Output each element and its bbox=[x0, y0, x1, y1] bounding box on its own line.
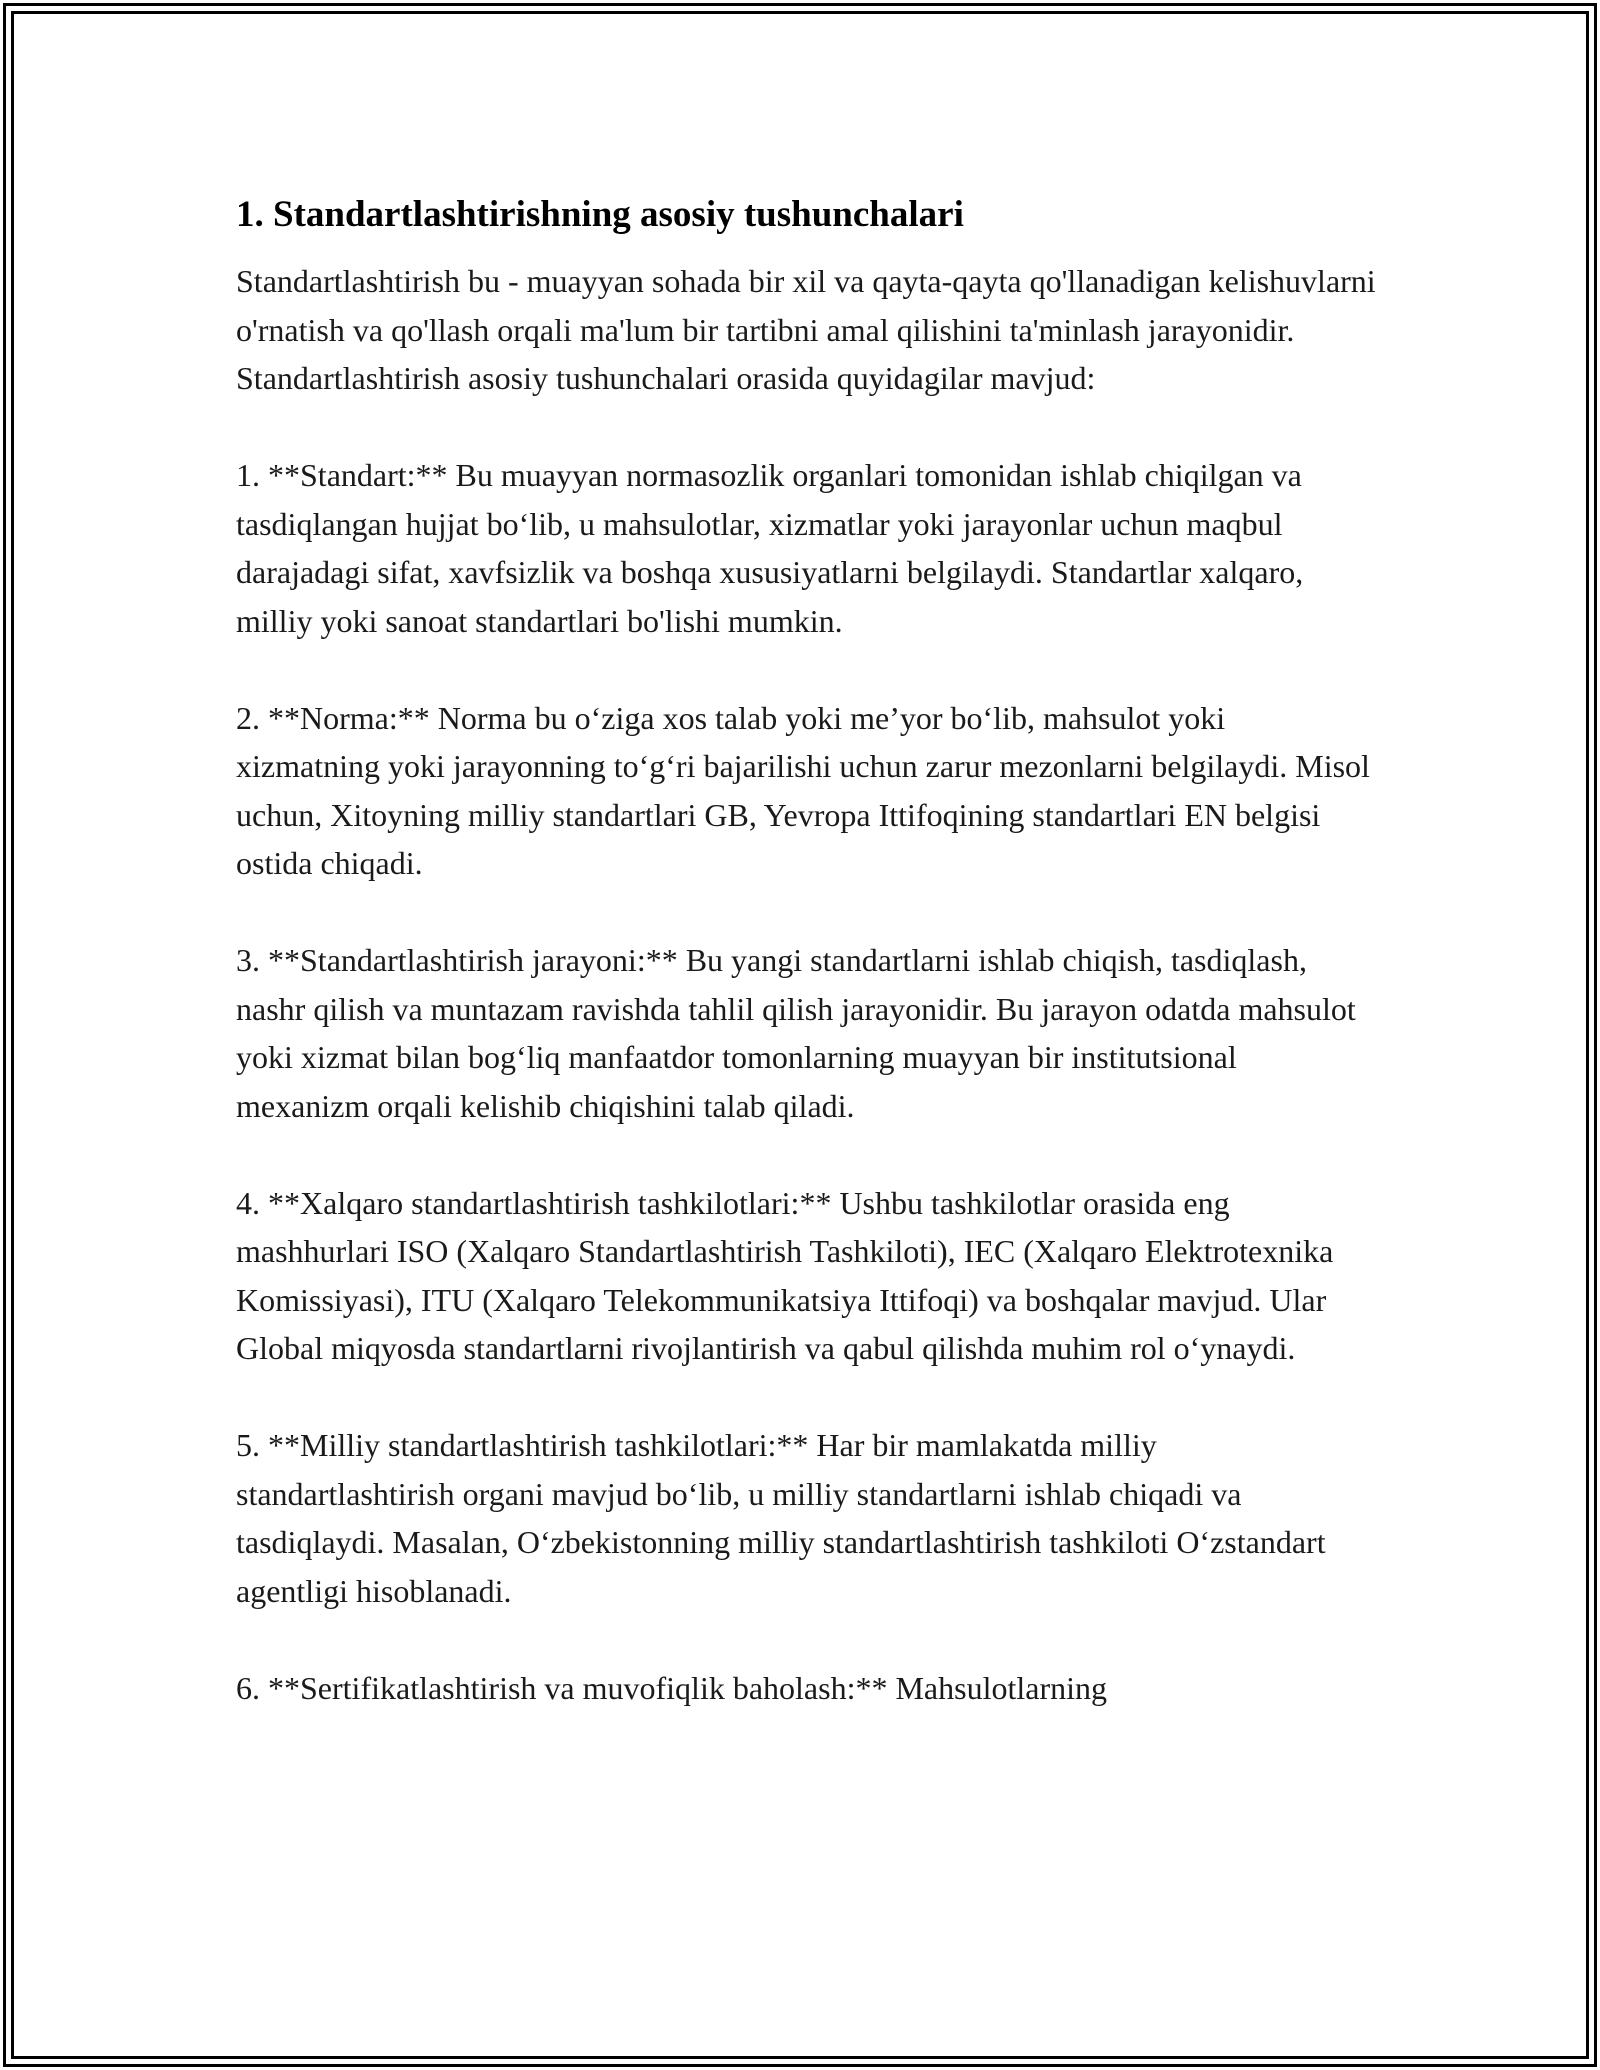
list-item-sertifikatlashtirish: 6. **Sertifikatlashtirish va muvofiqlik baholash:** Mahsulotlarning bbox=[236, 1669, 1107, 1706]
intro-paragraph: Standartlashtirish bu - muayyan sohada bir xil va qayta-qayta qo'llanadigan kelishuvlarni o'rnatish va qo'llash orqali ma'lum bir tartibni amal qilishini ta'minlash jarayonidir. Standartlashtirish asosiy tushunchalari orasida quyidagilar mavjud: bbox=[236, 263, 1376, 396]
list-item-xalqaro-tashkilotlar: 4. **Xalqaro standartlashtirish tashkilotlari:** Ushbu tashkilotlar orasida eng mashhurlari ISO (Xalqaro Standartlashtirish Tashkiloti), IEC (Xalqaro Elektrotexnika Komissiyasi), ITU (Xalqaro Telekommunikatsiya Ittifoqi) va boshqalar mavjud. Ular Global miqyosda standartlarni rivojlantirish va qabul qilishda muhim rol o‘ynaydi. bbox=[236, 1184, 1334, 1366]
document-body bbox=[236, 187, 1376, 1712]
list-item-standartlashtirish-jarayoni: 3. **Standartlashtirish jarayoni:** Bu yangi standartlarni ishlab chiqish, tasdiqlash, nashr qilish va muntazam ravishda tahlil qilish jarayonidir. Bu jarayon odatda mahsulot yoki xizmat bilan bog‘liq manfaatdor tomonlarning muayyan bir institutsional mexanizm orqali kelishib chiqishini talab qiladi. bbox=[236, 942, 1356, 1124]
list-item-norma: 2. **Norma:** Norma bu o‘ziga xos talab yoki me’yor bo‘lib, mahsulot yoki xizmatning yoki jarayonning to‘g‘ri bajarilishi uchun zarur mezonlarni belgilaydi. Misol uchun, Xitoyning milliy standartlari GB, Yevropa Ittifoqining standartlari EN belgisi ostida chiqadi. bbox=[236, 699, 1370, 881]
section-heading: 1. Standartlashtirishning asosiy tushunchalari bbox=[236, 194, 964, 235]
list-item-milliy-tashkilotlar: 5. **Milliy standartlashtirish tashkilotlari:** Har bir mamlakatda milliy standartlashtirish organi mavjud bo‘lib, u milliy standartlarni ishlab chiqadi va tasdiqlaydi. Masalan, O‘zbekistonning milliy standartlashtirish tashkiloti O‘zstandart agentligi hisoblanadi. bbox=[236, 1427, 1326, 1609]
list-item-standart: 1. **Standart:** Bu muayyan normasozlik organlari tomonidan ishlab chiqilgan va tasdiqlangan hujjat bo‘lib, u mahsulotlar, xizmatlar yoki jarayonlar uchun maqbul darajadagi sifat, xavfsizlik va boshqa xususiyatlarni belgilaydi. Standartlar xalqaro, milliy yoki sanoat standartlari bo'lishi mumkin. bbox=[236, 457, 1304, 639]
